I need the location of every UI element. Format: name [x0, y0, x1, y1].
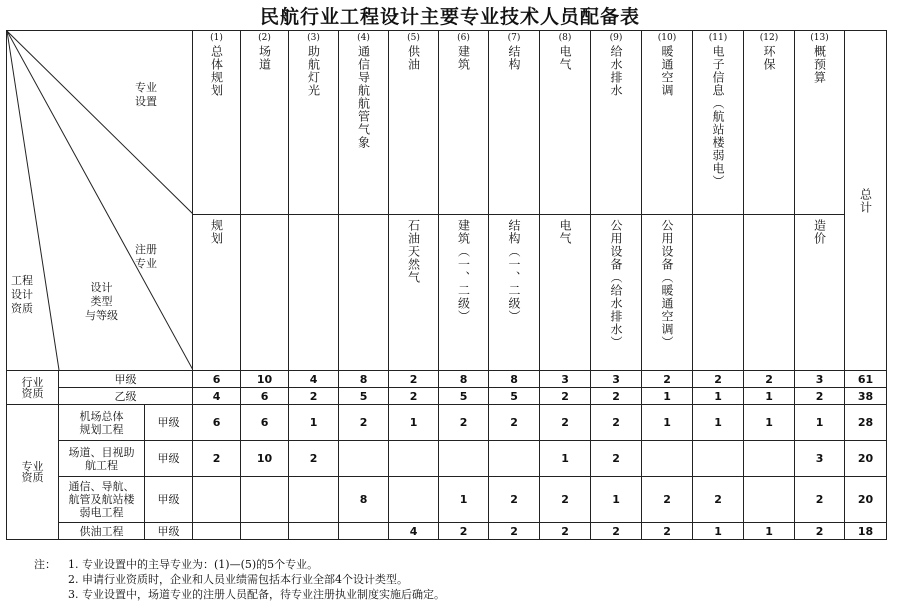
value-text: 1	[561, 452, 569, 465]
value-text: 3	[561, 372, 569, 386]
profession-header	[289, 31, 339, 215]
profession-number: (11)	[708, 33, 728, 43]
grade-cell	[59, 371, 193, 388]
industry-label	[7, 371, 59, 405]
value-cell	[389, 405, 439, 441]
total-cell	[845, 477, 887, 523]
table-row	[7, 405, 887, 441]
profession-name: 环保	[762, 45, 777, 71]
value-cell	[642, 405, 693, 441]
value-cell	[744, 477, 795, 523]
registered-profession	[339, 214, 389, 370]
value-text: 1	[663, 416, 671, 429]
total-text: 61	[857, 372, 874, 386]
profession-number: (12)	[759, 33, 779, 43]
registered-profession-name: 规划	[209, 218, 224, 245]
note-3: 3. 专业设置中，场道专业的注册人员配备，待专业注册执业制度实施后确定。	[68, 588, 445, 601]
value-text: 1	[815, 416, 824, 429]
value-cell	[693, 371, 744, 388]
value-cell	[795, 441, 845, 477]
value-cell	[339, 405, 389, 441]
profession-name: 场道	[257, 45, 272, 71]
value-text: 2	[663, 524, 671, 538]
value-cell	[540, 523, 591, 540]
value-cell	[744, 371, 795, 388]
value-cell	[439, 405, 489, 441]
profession-name: 通信导航航管气象	[356, 45, 371, 149]
corner-header	[7, 31, 193, 371]
special-label	[7, 405, 59, 540]
page-title: 民航行业工程设计主要专业技术人员配备表	[259, 6, 640, 28]
table-row	[7, 523, 887, 540]
value-cell	[591, 405, 642, 441]
value-cell	[289, 405, 339, 441]
profession-name: 结构	[507, 45, 522, 71]
value-text: 2	[714, 493, 722, 506]
value-cell	[540, 441, 591, 477]
value-cell	[289, 441, 339, 477]
total-text: 28	[857, 416, 874, 429]
registered-profession-name: 石油天然气	[406, 218, 421, 284]
value-cell	[241, 405, 289, 441]
profession-number: (3)	[307, 33, 320, 43]
profession-name: 建筑	[456, 45, 471, 71]
profession-header	[339, 31, 389, 215]
value-text: 2	[561, 524, 569, 538]
profession-number: (9)	[609, 33, 623, 43]
total-text: 20	[857, 452, 874, 465]
value-cell	[241, 441, 289, 477]
value-cell	[540, 371, 591, 388]
footnotes	[34, 557, 445, 602]
value-cell	[693, 523, 744, 540]
value-cell	[241, 523, 289, 540]
value-text: 2	[359, 416, 368, 429]
profession-header	[540, 31, 591, 215]
value-cell	[489, 441, 540, 477]
value-text: 2	[815, 493, 824, 506]
value-text: 5	[510, 389, 518, 403]
profession-number: (4)	[357, 33, 370, 43]
note-lead: 注：	[34, 558, 56, 571]
value-text: 2	[612, 416, 620, 429]
value-text: 2	[459, 416, 468, 429]
value-cell	[439, 441, 489, 477]
registered-profession	[591, 214, 642, 370]
value-cell	[642, 477, 693, 523]
value-cell	[591, 523, 642, 540]
value-text: 10	[256, 372, 273, 386]
value-cell	[744, 388, 795, 405]
registered-profession	[642, 214, 693, 370]
value-text: 4	[212, 389, 221, 403]
corner-label-qual: 工程 设计 资质	[11, 274, 33, 315]
profession-number: (1)	[210, 33, 223, 43]
design-type-text: 供油工程	[79, 524, 124, 538]
value-text: 1	[663, 389, 671, 403]
registered-profession	[540, 214, 591, 370]
registered-profession-name: 公用设备︵暖通空调︶	[660, 218, 675, 349]
value-text: 4	[409, 524, 418, 538]
staffing-table	[6, 30, 887, 540]
value-cell	[389, 441, 439, 477]
value-cell	[289, 371, 339, 388]
value-text: 2	[510, 416, 518, 429]
total-label: 总计	[858, 187, 873, 214]
value-cell	[795, 523, 845, 540]
grade-cell	[59, 388, 193, 405]
total-cell	[845, 523, 887, 540]
corner-label-reg: 注册 专业	[135, 243, 157, 270]
value-cell	[339, 388, 389, 405]
total-text: 38	[857, 389, 874, 403]
registered-profession	[693, 214, 744, 370]
value-text: 1	[409, 416, 418, 429]
total-cell	[845, 441, 887, 477]
value-cell	[439, 371, 489, 388]
registered-profession-name: 造价	[812, 218, 827, 245]
value-text: 1	[309, 416, 318, 429]
value-text: 8	[359, 493, 368, 506]
profession-name: 总体规划	[209, 45, 224, 97]
profession-name: 电子信息︵航站楼弱电︶	[711, 45, 726, 188]
value-cell	[693, 388, 744, 405]
grade-text: 甲级	[157, 416, 180, 429]
registered-profession-name: 公用设备︵给水排水︶	[609, 218, 624, 349]
value-cell	[241, 477, 289, 523]
profession-number: (10)	[657, 33, 677, 43]
value-cell	[339, 441, 389, 477]
value-text: 2	[409, 372, 418, 386]
total-text: 18	[857, 524, 874, 538]
value-cell	[744, 523, 795, 540]
grade-cell	[145, 441, 193, 477]
registered-profession	[241, 214, 289, 370]
value-cell	[642, 388, 693, 405]
value-text: 2	[612, 389, 620, 403]
design-type-text: 场道、目视助 航工程	[68, 445, 135, 472]
value-cell	[241, 371, 289, 388]
profession-number: (6)	[457, 33, 470, 43]
value-text: 1	[714, 389, 722, 403]
value-cell	[339, 523, 389, 540]
total-cell	[845, 405, 887, 441]
value-cell	[193, 405, 241, 441]
value-text: 2	[663, 372, 671, 386]
registered-profession	[389, 214, 439, 370]
value-cell	[339, 371, 389, 388]
value-text: 6	[260, 389, 269, 403]
value-text: 8	[359, 372, 368, 386]
corner-label-design: 设计 类型 与等级	[85, 281, 118, 322]
value-text: 6	[212, 416, 221, 429]
profession-name: 给水排水	[609, 45, 624, 97]
value-text: 2	[815, 389, 824, 403]
value-text: 2	[612, 452, 620, 465]
value-cell	[540, 388, 591, 405]
value-text: 3	[815, 452, 824, 465]
registered-profession	[795, 214, 845, 370]
value-text: 3	[612, 372, 620, 386]
value-text: 6	[260, 416, 269, 429]
value-text: 2	[309, 389, 318, 403]
total-header	[845, 31, 887, 371]
design-type-cell	[59, 523, 145, 540]
profession-header	[241, 31, 289, 215]
value-cell	[439, 477, 489, 523]
value-text: 2	[561, 416, 569, 429]
value-text: 2	[612, 524, 620, 538]
design-type-text: 机场总体 规划工程	[79, 409, 124, 436]
profession-header	[591, 31, 642, 215]
value-text: 2	[561, 493, 569, 506]
registered-profession	[744, 214, 795, 370]
value-text: 1	[765, 416, 773, 429]
value-cell	[591, 477, 642, 523]
value-text: 2	[663, 493, 671, 506]
profession-header	[489, 31, 540, 215]
value-text: 2	[309, 452, 318, 465]
design-type-cell	[59, 477, 145, 523]
value-text: 10	[256, 452, 273, 465]
value-cell	[693, 405, 744, 441]
profession-name: 暖通空调	[660, 45, 675, 97]
value-text: 1	[714, 416, 722, 429]
profession-number: (13)	[810, 33, 829, 43]
profession-number: (5)	[407, 33, 420, 43]
value-cell	[193, 441, 241, 477]
profession-header	[389, 31, 439, 215]
table-row	[7, 477, 887, 523]
value-cell	[795, 388, 845, 405]
value-cell	[339, 477, 389, 523]
value-cell	[289, 477, 339, 523]
value-cell	[693, 441, 744, 477]
value-cell	[591, 441, 642, 477]
value-cell	[591, 388, 642, 405]
grade-cell	[145, 477, 193, 523]
table-row	[7, 371, 887, 388]
value-cell	[693, 477, 744, 523]
profession-header	[693, 31, 744, 215]
grade-text: 甲级	[157, 493, 180, 506]
registered-profession	[439, 214, 489, 370]
total-cell	[845, 388, 887, 405]
value-text: 1	[459, 493, 468, 506]
design-type-cell	[59, 441, 145, 477]
registered-profession	[289, 214, 339, 370]
value-cell	[439, 388, 489, 405]
value-cell	[489, 523, 540, 540]
value-text: 1	[765, 524, 773, 538]
value-cell	[389, 523, 439, 540]
value-cell	[489, 405, 540, 441]
profession-name: 供油	[406, 45, 421, 71]
value-cell	[389, 371, 439, 388]
corner-label-prof: 专业 设置	[135, 81, 157, 108]
value-text: 6	[212, 372, 221, 386]
value-cell	[489, 371, 540, 388]
value-text: 2	[561, 389, 569, 403]
value-cell	[241, 388, 289, 405]
profession-header	[744, 31, 795, 215]
value-text: 2	[459, 524, 468, 538]
registered-profession-name: 建筑︵一、二级︶	[456, 218, 471, 323]
value-cell	[795, 477, 845, 523]
profession-header	[642, 31, 693, 215]
table-row	[7, 388, 887, 405]
design-type-cell	[59, 405, 145, 441]
table-row	[7, 441, 887, 477]
value-cell	[193, 477, 241, 523]
value-text: 3	[815, 372, 824, 386]
value-text: 5	[359, 389, 368, 403]
value-text: 1	[765, 389, 773, 403]
value-cell	[389, 477, 439, 523]
profession-number: (8)	[558, 33, 572, 43]
value-text: 1	[612, 493, 620, 506]
value-cell	[289, 523, 339, 540]
profession-number: (7)	[507, 33, 521, 43]
profession-name: 助航灯光	[306, 45, 321, 97]
note-1: 1. 专业设置中的主导专业为：(1)—(5)的5个专业。	[68, 558, 319, 571]
design-type-text: 通信、导航、 航管及航站楼 弱电工程	[68, 480, 135, 519]
registered-profession	[193, 214, 241, 370]
value-text: 2	[714, 372, 722, 386]
value-cell	[744, 405, 795, 441]
value-cell	[193, 388, 241, 405]
value-cell	[540, 405, 591, 441]
grade-text: 甲级	[114, 372, 137, 386]
value-text: 8	[459, 372, 468, 386]
profession-name: 电气	[558, 45, 573, 71]
value-text: 1	[714, 524, 722, 538]
value-cell	[489, 388, 540, 405]
registered-profession	[489, 214, 540, 370]
value-cell	[642, 371, 693, 388]
profession-header	[193, 31, 241, 215]
industry-label-text: 行业 资质	[21, 375, 44, 400]
value-text: 2	[409, 389, 418, 403]
value-cell	[795, 371, 845, 388]
special-label-text: 专业 资质	[21, 460, 44, 484]
value-text: 2	[815, 524, 824, 538]
profession-number: (2)	[258, 33, 271, 43]
total-cell	[845, 371, 887, 388]
total-text: 20	[857, 493, 874, 506]
value-cell	[289, 388, 339, 405]
value-text: 2	[510, 493, 518, 506]
grade-text: 甲级	[157, 452, 180, 465]
value-text: 2	[510, 524, 518, 538]
value-text: 4	[309, 372, 318, 386]
value-cell	[193, 371, 241, 388]
profession-name: 概预算	[812, 45, 827, 84]
value-cell	[642, 441, 693, 477]
value-cell	[795, 405, 845, 441]
grade-cell	[145, 405, 193, 441]
value-cell	[540, 477, 591, 523]
grade-text: 乙级	[114, 389, 137, 403]
registered-profession-name: 结构︵一、二级︶	[507, 218, 522, 323]
value-cell	[591, 371, 642, 388]
value-cell	[642, 523, 693, 540]
registered-profession-name: 电气	[558, 218, 573, 245]
value-text: 2	[765, 372, 773, 386]
value-cell	[439, 523, 489, 540]
value-text: 2	[212, 452, 221, 465]
grade-text: 甲级	[157, 524, 180, 538]
profession-header	[439, 31, 489, 215]
note-2: 2. 申请行业资质时，企业和人员业绩需包括本行业全部4个设计类型。	[68, 573, 408, 586]
value-text: 5	[459, 389, 468, 403]
value-cell	[193, 523, 241, 540]
value-cell	[489, 477, 540, 523]
value-text: 8	[510, 372, 518, 386]
value-cell	[389, 388, 439, 405]
value-cell	[744, 441, 795, 477]
profession-header	[795, 31, 845, 215]
grade-cell	[145, 523, 193, 540]
